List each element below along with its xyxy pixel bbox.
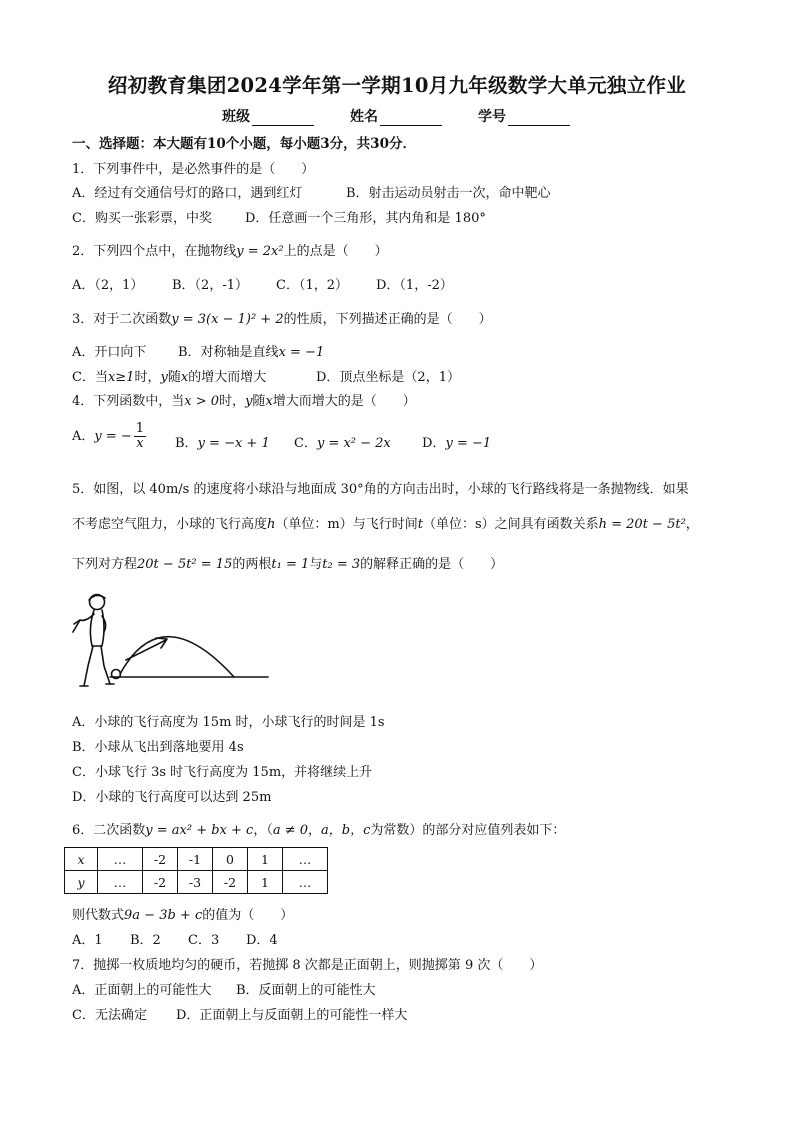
q4-d-formula: y = −1 [445, 436, 492, 451]
q4-cond: x > 0 [184, 394, 220, 409]
q4-option-a [72, 422, 148, 451]
q4-a-denominator: x [136, 436, 144, 451]
golfer-leg-left [84, 646, 93, 686]
q5-l3-formula: 20t − 5t² = 15 [137, 557, 233, 572]
table-cell: … [98, 871, 143, 894]
q2-stem [72, 240, 388, 259]
q6-stem [72, 819, 565, 838]
q6-t4: 为常数）的部分对应值列表如下： [370, 823, 566, 838]
q4-c-label: C． [294, 436, 317, 451]
q3-option-d: D．顶点坐标是（2，1） [316, 370, 460, 385]
q4-text-3: 随 [252, 394, 266, 409]
q3-stem-text-2: 的性质，下列描述正确的是（ ） [283, 312, 492, 327]
table-cell: -2 [143, 848, 178, 871]
q2-option-d: D．（1，-2） [376, 278, 453, 293]
q5-l3-t3: 与 [309, 557, 323, 572]
q3-option-c [72, 366, 266, 385]
q2-option-a: A．（2，1） [72, 278, 144, 293]
q3-c-text-2: 时， [134, 370, 161, 385]
q3-c-text-4: 的增大而增大 [188, 370, 267, 385]
q5-l2-t1: 不考虑空气阻力，小球的飞行高度 [72, 517, 268, 532]
q4-text-1: 4．下列函数中，当 [72, 394, 185, 409]
q4-option-b [175, 432, 270, 451]
q4-d-label: D． [422, 436, 446, 451]
q6-after-t1: 则代数式 [72, 908, 125, 923]
table-cell: -3 [178, 871, 213, 894]
q5-l3-t4: 的解释正确的是（ ） [360, 557, 504, 572]
q4-a-fraction [134, 422, 146, 451]
q4-a-label: A． [72, 429, 95, 444]
q3-c-text-3: 随 [167, 370, 181, 385]
q7-option-b: B．反面朝上的可能性大 [236, 983, 376, 998]
q2-option-b: B．（2，-1） [172, 278, 248, 293]
q6-option-d: D．4 [246, 933, 278, 948]
q3-stem [72, 308, 492, 327]
table-row-x [65, 848, 328, 871]
q1-option-b: B．射击运动员射击一次，命中靶心 [346, 186, 551, 201]
table-cell: 0 [213, 848, 248, 871]
q4-b-formula: y = −x + 1 [197, 436, 270, 451]
class-label: 班级 [222, 109, 250, 125]
id-field [478, 106, 570, 126]
class-blank [252, 111, 314, 126]
q2-option-c: C．（1，2） [276, 278, 348, 293]
q6-t2: ，（ [253, 823, 273, 838]
table-cell: 1 [248, 871, 283, 894]
q3-option-b-text: B．对称轴是直线 [178, 345, 279, 360]
q5-option-b: B．小球从飞出到落地要用 4s [72, 740, 244, 755]
q4-option-c [294, 432, 391, 451]
q5-l2-t3: （单位：s）之间具有函数关系 [422, 517, 599, 532]
q3-c-cond: x≥1 [107, 370, 135, 385]
q6-abc: a，b，c [321, 823, 371, 838]
q3-option-b [178, 341, 324, 360]
id-label: 学号 [478, 109, 506, 125]
q6-formula: y = ax² + bx + c [145, 823, 254, 838]
id-blank [508, 111, 570, 126]
q4-a-formula: y = − [94, 429, 132, 444]
q5-l3-t1-root: t₁ = 1 [271, 557, 310, 572]
value-table [64, 847, 328, 894]
q5-l3-t2-root: t₂ = 3 [322, 557, 361, 572]
q5-option-d: D．小球的飞行高度可以达到 25m [72, 790, 272, 805]
q5-line1: 5．如图，以 40m/s 的速度将小球沿与地面成 30°角的方向击出时，小球的飞行路线将是一条抛物线．如果 [72, 482, 689, 497]
q3-stem-text: 3．对于二次函数 [72, 312, 172, 327]
q3-c-y: y [160, 370, 168, 385]
q4-x: x [265, 394, 273, 409]
q4-stem [72, 390, 416, 409]
q1-option-d: D．任意画一个三角形，其内角和是 180° [245, 211, 486, 226]
q7-stem: 7．抛掷一枚质地均匀的硬币，若抛掷 8 次都是正面朝上，则抛掷第 9 次（ ） [72, 958, 543, 973]
q3-c-text-1: C．当 [72, 370, 108, 385]
q5-l2-t2: （单位：m）与飞行时间 [275, 517, 418, 532]
q5-l2-h: h [267, 517, 276, 532]
table-cell: … [283, 871, 328, 894]
q3-option-a: A．开口向下 [72, 345, 147, 360]
table-cell: x [65, 848, 98, 871]
q4-text-4: 增大而增大的是（ ） [272, 394, 416, 409]
q2-stem-text: 2．下列四个点中，在抛物线 [72, 244, 237, 259]
q6-after [72, 904, 293, 923]
q3-option-b-formula: x = −1 [278, 345, 325, 360]
q7-option-d: D．正面朝上与反面朝上的可能性一样大 [176, 1008, 408, 1023]
table-cell: 1 [248, 848, 283, 871]
q5-option-a: A．小球的飞行高度为 15m 时，小球飞行的时间是 1s [72, 715, 385, 730]
name-blank [380, 111, 442, 126]
q6-option-b: B．2 [130, 933, 161, 948]
q5-l2-formula: h = 20t − 5t² [598, 517, 686, 532]
q6-cond: a ≠ 0 [272, 823, 309, 838]
q7-option-c: C．无法确定 [72, 1008, 147, 1023]
q4-a-numerator: 1 [135, 421, 145, 436]
table-cell: -2 [143, 871, 178, 894]
q4-b-label: B． [175, 436, 198, 451]
q4-c-formula: y = x² − 2x [316, 436, 391, 451]
q5-line3 [72, 553, 503, 572]
q6-after-formula: 9a − 3b + c [124, 908, 203, 923]
q3-formula: y = 3(x − 1)² + 2 [171, 312, 284, 327]
q5-l3-t1: 下列对方程 [72, 557, 138, 572]
q3-c-x: x [180, 370, 189, 385]
class-field [222, 106, 314, 126]
q4-y: y [245, 394, 253, 409]
table-cell: … [283, 848, 328, 871]
page-title: 绍初教育集团2024学年第一学期10月九年级数学大单元独立作业 [107, 74, 687, 97]
q5-option-c: C．小球飞行 3s 时飞行高度为 15m，并将继续上升 [72, 765, 373, 780]
q6-t1: 6．二次函数 [72, 823, 146, 838]
q4-text-2: 时， [219, 394, 246, 409]
table-cell: y [65, 871, 98, 894]
table-row-y [65, 871, 328, 894]
q5-l3-t2: 的两根 [232, 557, 272, 572]
q1-option-c: C．购买一张彩票，中奖 [72, 211, 212, 226]
name-field [350, 106, 442, 126]
table-cell: … [98, 848, 143, 871]
table-cell: -1 [178, 848, 213, 871]
q6-after-t2: 的值为（ ） [202, 908, 294, 923]
q5-l2-t: t [417, 517, 423, 532]
q4-option-d [422, 432, 491, 451]
q2-stem-text-2: 上的点是（ ） [283, 244, 388, 259]
table-cell: -2 [213, 871, 248, 894]
q1-stem: 1．下列事件中，是必然事件的是（ ） [72, 162, 315, 177]
q6-option-c: C．3 [188, 933, 220, 948]
q5-l2-t4: ， [685, 517, 699, 532]
q6-t3: ， [308, 823, 322, 838]
section-heading: 一、选择题：本大题有10个小题，每小题3分，共30分． [72, 136, 416, 152]
q7-option-a: A．正面朝上的可能性大 [72, 983, 212, 998]
q2-formula: y = 2x² [236, 244, 284, 259]
golfer-leg-right [101, 646, 110, 684]
trajectory-arc [120, 637, 234, 677]
q5-line2 [72, 513, 699, 532]
golfer-illustration [64, 588, 274, 698]
q6-option-a: A．1 [72, 933, 103, 948]
name-label: 姓名 [350, 109, 378, 125]
q1-option-a: A．经过有交通信号灯的路口，遇到红灯 [72, 186, 303, 201]
